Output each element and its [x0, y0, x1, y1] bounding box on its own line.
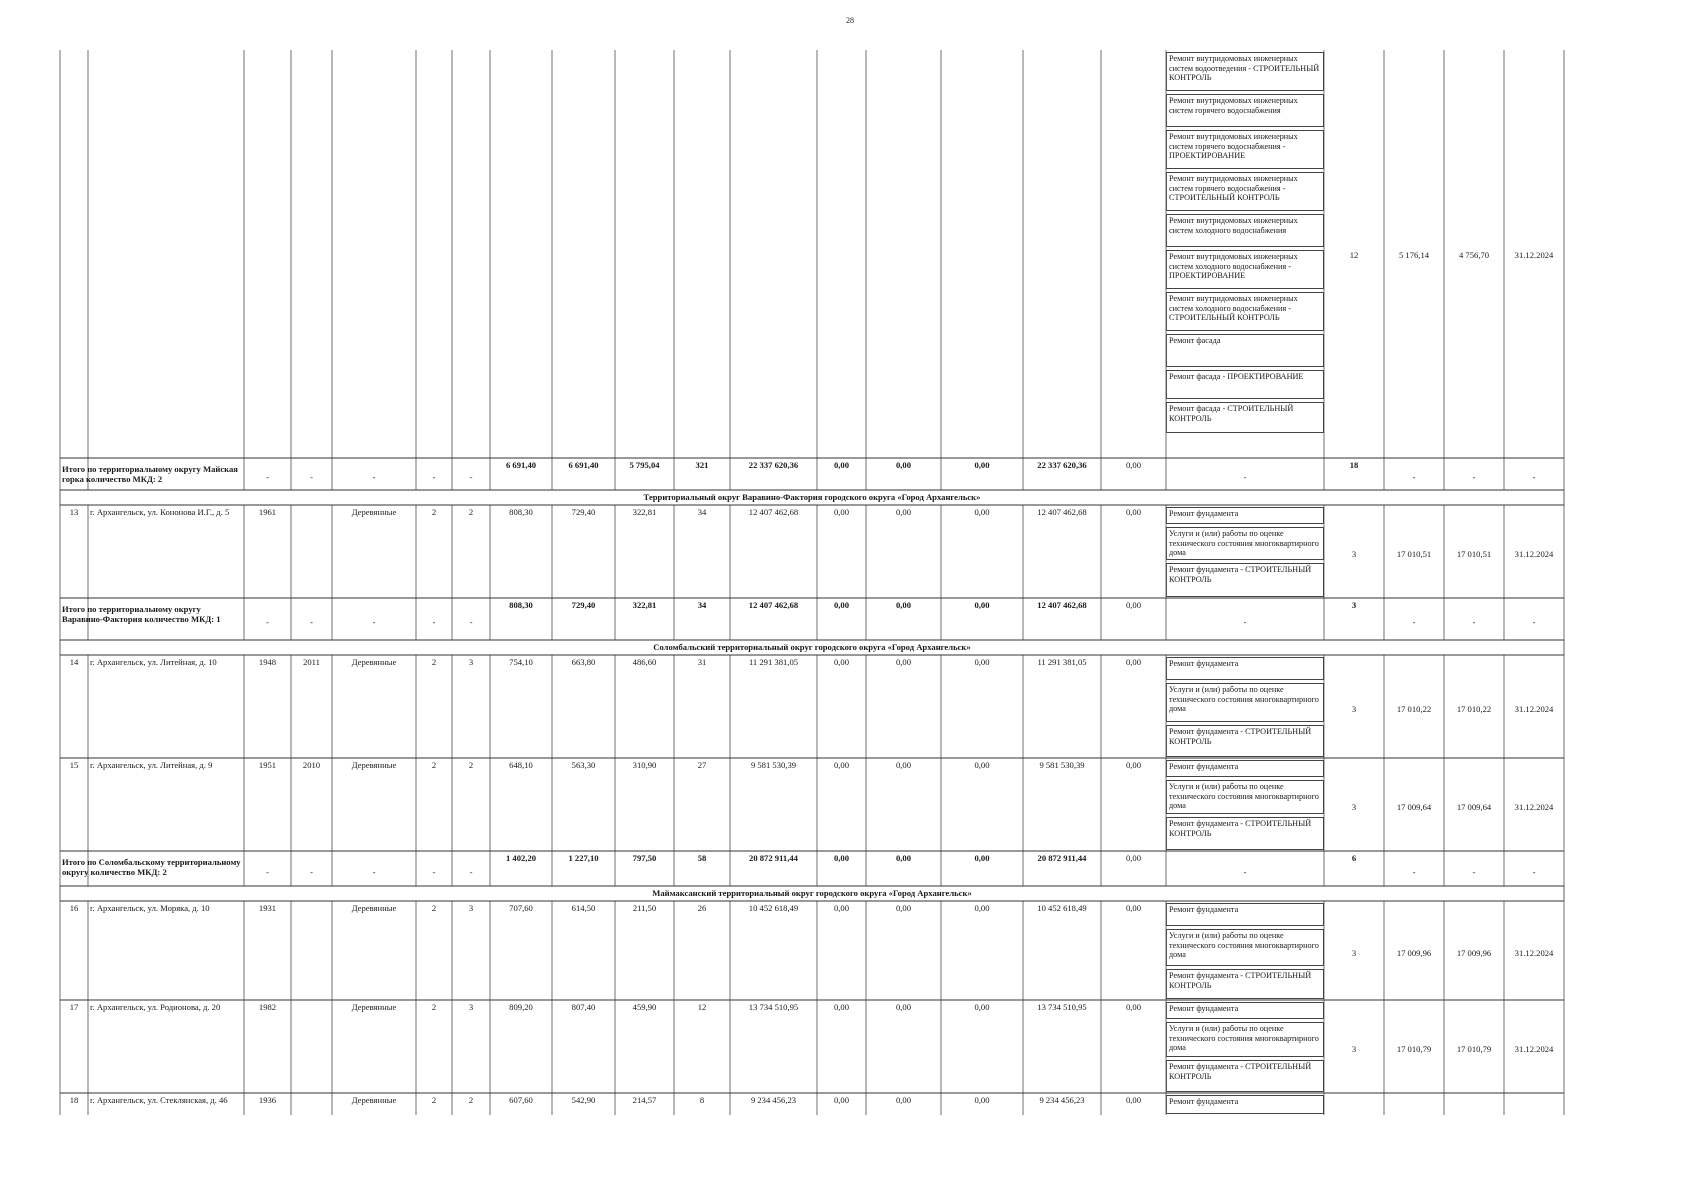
residential-area: 1 227,10 — [568, 853, 599, 863]
total-cost: 12 407 462,68 — [748, 507, 799, 517]
deadline-date: 31.12.2024 — [1514, 548, 1554, 559]
build-year: 1936 — [258, 1095, 277, 1105]
work-item: Ремонт внутридомовых инженерных систем горячего водоснабжения — [1166, 94, 1324, 127]
fund-federal: 0,00 — [833, 507, 850, 517]
fund-owners: 13 734 510,95 — [1037, 1002, 1087, 1012]
dash-cell: - — [1243, 617, 1247, 627]
floors-count: 2 — [431, 903, 437, 913]
total-area: 808,30 — [509, 507, 533, 517]
works-count: 18 — [1349, 460, 1359, 470]
fund-federal: 0,00 — [833, 1095, 850, 1105]
fund-other: 0,00 — [1125, 1002, 1142, 1012]
max-cost: 17 010,79 — [1456, 1043, 1492, 1054]
total-cost: 9 581 530,39 — [750, 760, 797, 770]
dash-cell: - — [1412, 472, 1416, 482]
entrances-count: 2 — [468, 1095, 474, 1105]
work-item: Услуги и (или) работы по оценке технического состояния многоквартирного дома — [1166, 527, 1324, 560]
residential-area: 542,90 — [571, 1095, 596, 1105]
deadline-date: 31.12.2024 — [1514, 703, 1554, 714]
max-cost: 17 010,22 — [1456, 703, 1492, 714]
apartment-area: 211,50 — [632, 903, 657, 913]
build-year: 1961 — [258, 507, 277, 517]
fund-owners: 12 407 462,68 — [1037, 507, 1087, 517]
fund-regional: 0,00 — [895, 460, 912, 470]
fund-local: 0,00 — [974, 903, 990, 913]
dash-cell: - — [1532, 617, 1536, 627]
fund-regional: 0,00 — [895, 657, 912, 667]
fund-owners: 9 234 456,23 — [1039, 1095, 1085, 1105]
dash-cell: - — [310, 617, 313, 627]
work-item: Ремонт внутридомовых инженерных систем горячего водоснабжения - ПРОЕКТИРОВАНИЕ — [1166, 130, 1324, 169]
total-area: 6 691,40 — [505, 460, 537, 470]
last-repair-year: 2010 — [302, 760, 321, 770]
fund-other: 0,00 — [1125, 507, 1142, 517]
dash-cell: - — [1412, 866, 1416, 877]
apartment-area: 322,81 — [632, 507, 657, 517]
residents-count: 58 — [697, 853, 707, 863]
work-item: Ремонт фундамента - СТРОИТЕЛЬНЫЙ КОНТРОЛЬ — [1166, 563, 1324, 597]
residential-area: 663,80 — [571, 657, 596, 667]
total-cost: 12 407 462,68 — [748, 600, 799, 610]
entrances-count: 2 — [468, 760, 474, 770]
dash-cell: - — [1472, 472, 1476, 482]
fund-other: 0,00 — [1125, 600, 1142, 610]
fund-regional: 0,00 — [895, 507, 912, 517]
apartment-area: 5 795,04 — [629, 460, 660, 470]
max-cost: 17 009,64 — [1456, 801, 1492, 812]
total-cost: 22 337 620,36 — [748, 460, 799, 470]
residential-area: 807,40 — [571, 1002, 596, 1012]
fund-regional: 0,00 — [895, 853, 912, 863]
deadline-date: 31.12.2024 — [1514, 801, 1554, 812]
row-number: 17 — [69, 1002, 79, 1012]
unit-cost: 17 010,22 — [1396, 703, 1432, 714]
residents-count: 26 — [697, 903, 707, 913]
unit-cost: 17 009,96 — [1396, 947, 1432, 958]
fund-local: 0,00 — [974, 1002, 990, 1012]
works-count: 3 — [1351, 548, 1357, 559]
apartment-area: 486,60 — [632, 657, 657, 667]
dash-cell: - — [432, 617, 436, 627]
work-item: Ремонт фундамента — [1166, 903, 1324, 926]
section-title-maimaksa: Маймаксанский территориальный округ городского округа «Город Архангельск» — [652, 888, 972, 898]
work-item: Ремонт фасада — [1166, 334, 1324, 367]
works-count: 3 — [1351, 600, 1357, 610]
work-item: Ремонт фундамента — [1166, 1095, 1324, 1114]
work-item: Ремонт внутридомовых инженерных систем холодного водоснабжения - ПРОЕКТИРОВАНИЕ — [1166, 250, 1324, 289]
work-item: Ремонт внутридомовых инженерных систем водоотведения - СТРОИТЕЛЬНЫЙ КОНТРОЛЬ — [1166, 52, 1324, 91]
total-area: 707,60 — [509, 903, 533, 913]
house-address: г. Архангельск, ул. Литейная, д. 10 — [90, 657, 217, 667]
total-area: 808,30 — [509, 600, 533, 610]
works-count: 6 — [1351, 853, 1357, 863]
fund-other: 0,00 — [1125, 853, 1142, 863]
dash-cell: - — [1243, 866, 1247, 877]
deadline-date: 31.12.2024 — [1514, 250, 1554, 260]
dash-cell: - — [432, 472, 436, 482]
works-count: 3 — [1351, 947, 1357, 958]
dash-cell: - — [266, 617, 269, 627]
fund-federal: 0,00 — [833, 460, 850, 470]
work-item: Ремонт фундамента - СТРОИТЕЛЬНЫЙ КОНТРОЛЬ — [1166, 969, 1324, 999]
dash-cell: - — [1532, 866, 1536, 877]
residential-area: 563,30 — [571, 760, 596, 770]
row-number: 18 — [69, 1095, 79, 1105]
total-area: 648,10 — [509, 760, 533, 770]
build-year: 1982 — [258, 1002, 277, 1012]
residents-count: 8 — [699, 1095, 705, 1105]
unit-cost: 17 010,79 — [1396, 1043, 1432, 1054]
residents-count: 12 — [697, 1002, 707, 1012]
apartment-area: 797,50 — [632, 853, 657, 863]
fund-owners: 12 407 462,68 — [1037, 600, 1087, 610]
fund-regional: 0,00 — [895, 600, 912, 610]
work-item: Ремонт внутридомовых инженерных систем холодного водоснабжения - СТРОИТЕЛЬНЫЙ КОНТРОЛЬ — [1166, 292, 1324, 331]
work-item: Ремонт внутридомовых инженерных систем горячего водоснабжения - СТРОИТЕЛЬНЫЙ КОНТРОЛЬ — [1166, 172, 1324, 211]
work-item: Ремонт внутридомовых инженерных систем холодного водоснабжения — [1166, 214, 1324, 247]
wall-material: Деревянные — [351, 657, 397, 667]
fund-owners: 9 581 530,39 — [1039, 760, 1085, 770]
fund-other: 0,00 — [1125, 460, 1142, 470]
fund-federal: 0,00 — [833, 853, 850, 863]
residents-count: 27 — [697, 760, 707, 770]
work-item: Ремонт фундамента — [1166, 507, 1324, 524]
fund-regional: 0,00 — [895, 903, 912, 913]
work-item: Ремонт фундамента — [1166, 760, 1324, 777]
row-number: 14 — [69, 657, 79, 667]
dash-cell: - — [372, 617, 376, 627]
dash-cell: - — [372, 472, 376, 482]
apartment-area: 310,90 — [632, 760, 657, 770]
dash-cell: - — [310, 472, 313, 482]
total-cost: 13 734 510,95 — [748, 1002, 799, 1012]
fund-local: 0,00 — [974, 507, 990, 517]
fund-federal: 0,00 — [833, 760, 850, 770]
row-number: 16 — [69, 903, 79, 913]
wall-material: Деревянные — [351, 1095, 397, 1105]
total-solombala-label: Итого по Соломбальскому территориальному округу количество МКД: 2 — [62, 857, 241, 877]
fund-local: 0,00 — [974, 760, 990, 770]
floors-count: 2 — [431, 507, 437, 517]
fund-other: 0,00 — [1125, 1095, 1142, 1105]
works-count: 3 — [1351, 801, 1357, 812]
residents-count: 31 — [697, 657, 707, 667]
work-item: Ремонт фундамента — [1166, 657, 1324, 680]
total-cost: 11 291 381,05 — [748, 657, 799, 667]
row-number: 15 — [69, 760, 79, 770]
wall-material: Деревянные — [351, 1002, 397, 1012]
entrances-count: 3 — [468, 903, 474, 913]
page-number: 28 — [846, 16, 854, 25]
fund-federal: 0,00 — [833, 657, 850, 667]
unit-cost: 5 176,14 — [1398, 250, 1430, 260]
dash-cell: - — [1472, 866, 1476, 877]
fund-owners: 20 872 911,44 — [1037, 853, 1087, 863]
fund-federal: 0,00 — [833, 600, 850, 610]
last-repair-year: 2011 — [303, 657, 320, 667]
wall-material: Деревянные — [351, 507, 397, 517]
entrances-count: 3 — [468, 657, 474, 667]
entrances-count: 3 — [468, 1002, 474, 1012]
total-area: 809,20 — [509, 1002, 533, 1012]
wall-material: Деревянные — [351, 760, 397, 770]
dash-cell: - — [310, 866, 313, 877]
fund-other: 0,00 — [1125, 903, 1142, 913]
fund-owners: 22 337 620,36 — [1037, 460, 1087, 470]
work-item: Ремонт фасада - СТРОИТЕЛЬНЫЙ КОНТРОЛЬ — [1166, 402, 1324, 433]
section-title-varavino: Территориальный округ Варавино-Фактория городского округа «Город Архангельск» — [643, 492, 981, 502]
dash-cell: - — [266, 866, 269, 877]
dash-cell: - — [1243, 472, 1247, 482]
dash-cell: - — [372, 866, 376, 877]
max-cost: 17 010,51 — [1456, 548, 1492, 559]
house-address: г. Архангельск, ул. Родионова, д. 20 — [90, 1002, 221, 1012]
dash-cell: - — [432, 866, 436, 877]
work-item: Ремонт фундамента - СТРОИТЕЛЬНЫЙ КОНТРОЛЬ — [1166, 1060, 1324, 1092]
work-item: Услуги и (или) работы по оценке технического состояния многоквартирного дома — [1166, 683, 1324, 722]
total-area: 754,10 — [509, 657, 533, 667]
floors-count: 2 — [431, 1002, 437, 1012]
fund-owners: 10 452 618,49 — [1037, 903, 1087, 913]
work-item: Ремонт фундамента — [1166, 1002, 1324, 1019]
fund-local: 0,00 — [974, 600, 990, 610]
total-area: 1 402,20 — [505, 853, 537, 863]
residential-area: 614,50 — [571, 903, 596, 913]
residential-area: 729,40 — [571, 600, 596, 610]
fund-other: 0,00 — [1125, 657, 1142, 667]
floors-count: 2 — [431, 657, 437, 667]
max-cost: 17 009,96 — [1456, 947, 1492, 958]
residents-count: 321 — [695, 460, 709, 470]
work-item: Услуги и (или) работы по оценке технического состояния многоквартирного дома — [1166, 1022, 1324, 1057]
dash-cell: - — [266, 472, 269, 482]
apartment-area: 459,90 — [632, 1002, 657, 1012]
dash-cell: - — [1472, 617, 1476, 627]
house-address: г. Архангельск, ул. Моряка, д. 10 — [90, 903, 210, 913]
total-cost: 20 872 911,44 — [749, 853, 798, 863]
works-count: 12 — [1349, 250, 1359, 260]
fund-local: 0,00 — [974, 460, 990, 470]
works-count: 3 — [1351, 1043, 1357, 1054]
fund-local: 0,00 — [974, 657, 990, 667]
unit-cost: 17 009,64 — [1396, 801, 1432, 812]
house-address: г. Архангельск, ул. Кононова И.Г., д. 5 — [90, 507, 230, 517]
dash-cell: - — [469, 472, 473, 482]
dash-cell: - — [1532, 472, 1536, 482]
work-item: Ремонт фасада - ПРОЕКТИРОВАНИЕ — [1166, 370, 1324, 399]
house-address: г. Архангельск, ул. Литейная, д. 9 — [90, 760, 213, 770]
total-cost: 9 234 456,23 — [750, 1095, 797, 1105]
residents-count: 34 — [697, 507, 707, 517]
row-number: 13 — [69, 507, 79, 517]
work-item: Ремонт фундамента - СТРОИТЕЛЬНЫЙ КОНТРОЛЬ — [1166, 725, 1324, 757]
work-item: Услуги и (или) работы по оценке технического состояния многоквартирного дома — [1166, 929, 1324, 966]
build-year: 1948 — [258, 657, 277, 667]
deadline-date: 31.12.2024 — [1514, 1043, 1554, 1054]
fund-other: 0,00 — [1125, 760, 1142, 770]
total-cost: 10 452 618,49 — [748, 903, 799, 913]
deadline-date: 31.12.2024 — [1514, 947, 1554, 958]
residential-area: 6 691,40 — [568, 460, 599, 470]
dash-cell: - — [469, 617, 473, 627]
apartment-area: 322,81 — [632, 600, 657, 610]
wall-material: Деревянные — [351, 903, 397, 913]
fund-local: 0,00 — [974, 1095, 990, 1105]
fund-owners: 11 291 381,05 — [1037, 657, 1087, 667]
dash-cell: - — [469, 866, 473, 877]
fund-local: 0,00 — [974, 853, 990, 863]
work-item: Услуги и (или) работы по оценке технического состояния многоквартирного дома — [1166, 780, 1324, 814]
build-year: 1931 — [258, 903, 277, 913]
total-area: 607,60 — [509, 1095, 533, 1105]
fund-federal: 0,00 — [833, 903, 850, 913]
house-address: г. Архангельск, ул. Стеклянская, д. 46 — [90, 1095, 228, 1105]
fund-regional: 0,00 — [895, 760, 912, 770]
total-maiskaya-label: Итого по территориальному округу Майская горка количество МКД: 2 — [62, 464, 238, 484]
apartment-area: 214,57 — [632, 1095, 657, 1105]
residential-area: 729,40 — [571, 507, 596, 517]
total-varavino-label: Итого по территориальному округу Варавино-Фактория количество МКД: 1 — [62, 604, 221, 624]
work-item: Ремонт фундамента - СТРОИТЕЛЬНЫЙ КОНТРОЛЬ — [1166, 817, 1324, 850]
entrances-count: 2 — [468, 507, 474, 517]
section-title-solombala: Соломбальский территориальный округ городского округа «Город Архангельск» — [653, 642, 971, 652]
fund-regional: 0,00 — [895, 1002, 912, 1012]
residents-count: 34 — [697, 600, 707, 610]
fund-federal: 0,00 — [833, 1002, 850, 1012]
dash-cell: - — [1412, 617, 1416, 627]
unit-cost: 17 010,51 — [1396, 548, 1432, 559]
fund-regional: 0,00 — [895, 1095, 912, 1105]
build-year: 1951 — [258, 760, 277, 770]
works-count: 3 — [1351, 703, 1357, 714]
floors-count: 2 — [431, 1095, 437, 1105]
max-cost: 4 756,70 — [1458, 250, 1490, 260]
floors-count: 2 — [431, 760, 437, 770]
